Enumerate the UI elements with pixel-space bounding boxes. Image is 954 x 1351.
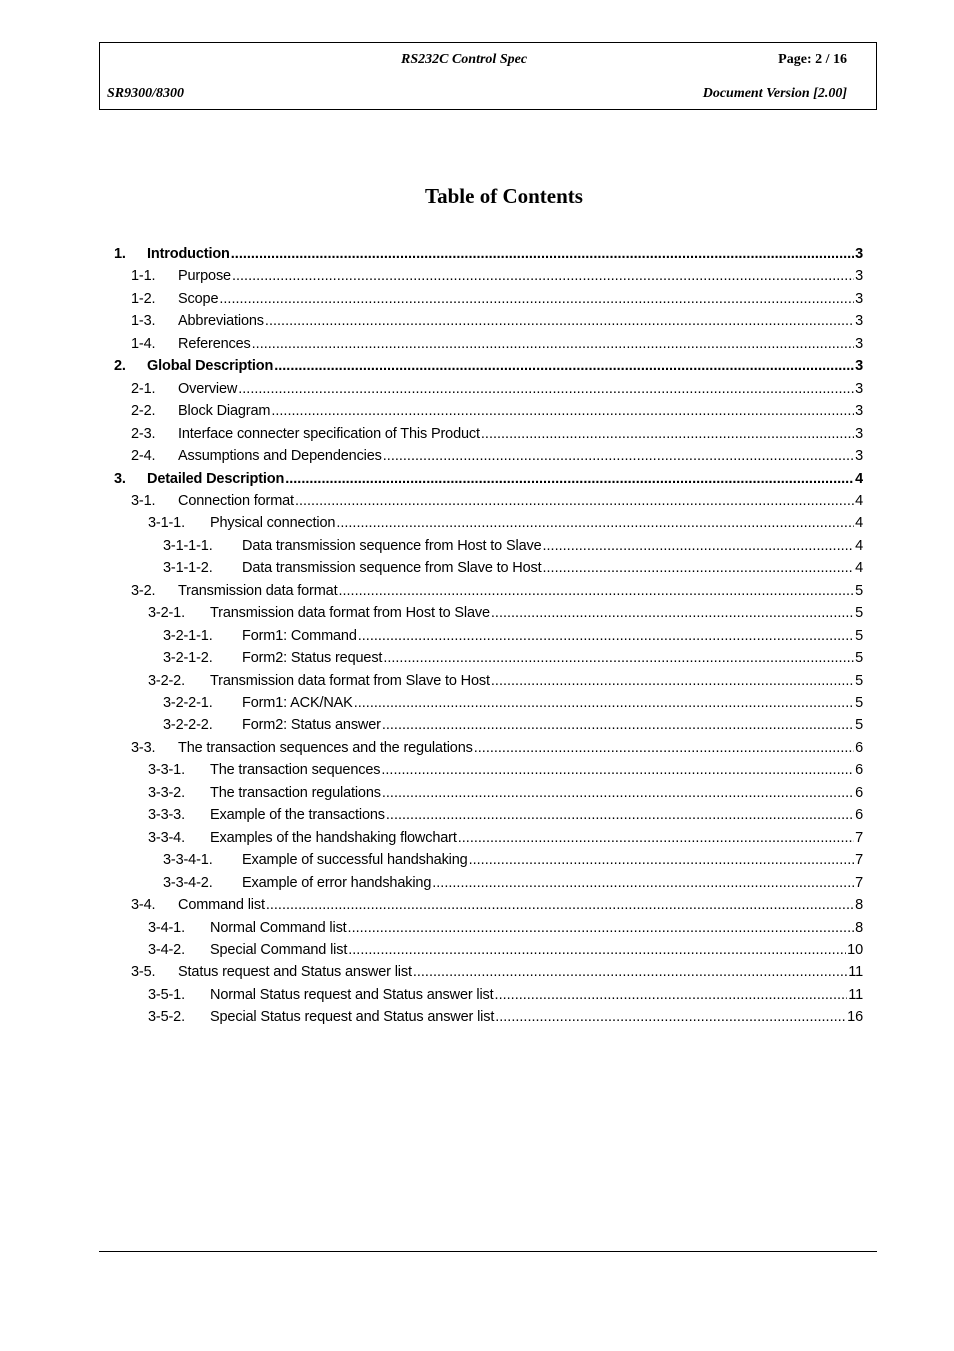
toc-entry-title: Example of the transactions [210,807,385,824]
toc-entry-number: 3-2-2. [148,672,185,689]
toc-dot-leader [219,288,854,310]
toc-entry[interactable] [163,714,863,736]
toc-heading: Table of Contents [425,184,583,208]
toc-entry-page: 7 [855,874,863,891]
toc-entry[interactable] [148,984,863,1006]
toc-entry-title: Detailed Description [147,470,285,487]
toc-entry[interactable] [148,1006,863,1028]
toc-dot-leader [271,400,854,422]
toc-entry-title: Purpose [178,268,231,285]
toc-entry-number: 3-1-1. [148,515,185,532]
toc-entry[interactable] [131,445,863,467]
toc-entry-number: 3-1-1-1. [163,537,213,554]
toc-entry-title: Overview [178,380,238,397]
toc-entry[interactable] [148,782,863,804]
toc-entry-title: Block Diagram [178,403,271,420]
toc-entry-number: 1. [114,246,126,262]
toc-entry-title: Abbreviations [178,313,264,330]
toc-entry-number: 3-1. [131,492,156,509]
toc-entry[interactable] [131,961,863,983]
toc-entry-title: Data transmission sequence from Host to Slave [242,537,542,554]
toc-entry-title: Scope [178,290,219,307]
toc-entry-page: 8 [855,897,863,914]
toc-entry-number: 3-2-1-2. [163,650,213,667]
toc-entry-page: 11 [848,986,863,1003]
toc-entry[interactable] [148,804,863,826]
toc-dot-leader [266,894,854,916]
toc-entry[interactable] [131,737,863,759]
toc-dot-leader [382,782,854,804]
toc-dot-leader [481,423,854,445]
toc-entry-page: 7 [855,852,863,869]
toc-entry-page: 4 [855,515,863,532]
toc-entry-number: 2. [114,358,126,375]
toc-entry-title: Form2: Status request [242,650,383,667]
toc-dot-leader [338,580,854,602]
toc-dot-leader [495,1006,846,1028]
toc-entry-page: 3 [855,448,863,465]
toc-entry-title: The transaction regulations [210,784,381,801]
toc-entry[interactable] [163,535,863,557]
toc-dot-leader [265,310,854,332]
toc-entry-number: 3-3-1. [148,762,185,779]
toc-entry[interactable] [131,894,863,916]
toc-entry-page: 3 [855,358,863,375]
toc-entry[interactable] [131,400,863,422]
toc-entry[interactable] [148,670,863,692]
toc-dot-leader [458,827,854,849]
toc-entry-title: Transmission data format from Host to Slave [210,605,490,622]
toc-dot-leader [336,512,854,534]
toc-entry-number: 3-3-4-1. [163,852,213,869]
toc-dot-leader [383,647,854,669]
toc-entry-page: 4 [855,492,863,509]
toc-entry-page: 6 [855,762,863,779]
toc-entry-title: Example of successful handshaking [242,852,468,869]
toc-entry-number: 3-5. [131,964,156,981]
toc-entry-number: 3-3-4-2. [163,874,213,891]
toc-entry[interactable] [163,849,863,871]
toc-entry-page: 5 [855,717,863,734]
toc-dot-leader [232,265,854,287]
toc-entry-number: 2-2. [131,403,156,420]
toc-dot-leader [358,625,854,647]
toc-entry-page: 5 [855,627,863,644]
toc-entry-title: The transaction sequences [210,762,381,779]
toc-entry-number: 3-2-2-1. [163,695,213,711]
toc-entry[interactable] [131,490,863,512]
toc-entry[interactable] [114,355,863,377]
model-name: SR9300/8300 [107,86,185,101]
toc-entry[interactable] [131,423,863,445]
toc-entry-title: Status request and Status answer list [178,964,412,981]
toc-entry-number: 3-3-3. [148,807,185,824]
toc-entry-title: Form1: ACK/NAK [242,695,353,711]
toc-entry[interactable] [148,827,863,849]
toc-entry-page: 16 [847,1009,863,1026]
toc-entry-page: 10 [847,941,863,958]
toc-dot-leader [432,872,854,894]
toc-dot-leader [231,243,854,265]
toc-entry-title: Form2: Status answer [242,717,381,734]
toc-dot-leader [252,333,854,355]
toc-entry-title: Transmission data format from Slave to Host [210,672,490,689]
toc-dot-leader [474,737,854,759]
toc-entry-title: Examples of the handshaking flowchart [210,829,457,846]
toc-entry-number: 3-4-2. [148,941,185,958]
toc-entry-title: Assumptions and Dependencies [178,448,382,465]
toc-entry[interactable] [163,872,863,894]
toc-dot-leader [381,759,854,781]
toc-entry-page: 6 [855,739,863,756]
toc-entry[interactable] [131,310,863,332]
toc-dot-leader [543,557,855,579]
toc-entry-title: Global Description [147,358,274,375]
toc-entry-number: 1-2. [131,290,156,307]
toc-entry[interactable] [148,602,863,624]
toc-dot-leader [238,378,854,400]
toc-entry-page: 4 [855,537,863,554]
toc-dot-leader [295,490,854,512]
toc-entry-number: 1-1. [131,268,156,285]
toc-dot-leader [354,692,854,714]
toc-entry[interactable] [163,647,863,669]
footer-divider [99,1251,877,1252]
toc-entry-number: 1-3. [131,313,156,330]
toc-entry-page: 7 [855,829,863,846]
toc-entry[interactable] [114,243,863,265]
toc-entry-title: Connection format [178,492,294,509]
document-title: RS232C Control Spec [401,52,528,67]
toc-entry-number: 3-2. [131,582,156,599]
toc-entry[interactable] [163,625,863,647]
toc-entry-title: Transmission data format [178,582,338,599]
toc-entry-title: Physical connection [210,515,336,532]
toc-entry-number: 3-1-1-2. [163,560,213,577]
toc-entry-page: 3 [855,290,863,307]
toc-entry-page: 8 [855,919,863,936]
toc-entry-number: 3-2-1. [148,605,185,622]
toc-entry[interactable] [163,692,863,714]
toc-entry-title: Normal Command list [210,919,347,936]
toc-dot-leader [491,670,854,692]
toc-entry-number: 2-1. [131,380,156,397]
toc-entry[interactable] [114,468,863,490]
toc-entry-number: 3-5-1. [148,986,185,1003]
toc-entry-number: 3-3-4. [148,829,185,846]
toc-entry-page: 3 [855,403,863,420]
toc-entry-page: 4 [855,560,863,577]
toc-entry-page: 5 [855,695,863,711]
toc-entry-title: Form1: Command [242,627,357,644]
toc-entry[interactable] [131,265,863,287]
toc-entry[interactable] [131,333,863,355]
toc-entry-title: Special Status request and Status answer list [210,1009,495,1026]
toc-dot-leader [383,445,854,467]
toc-entry-number: 3-2-2-2. [163,717,213,734]
toc-dot-leader [348,917,855,939]
toc-dot-leader [495,984,848,1006]
toc-entry-page: 6 [855,784,863,801]
toc-dot-leader [285,468,854,490]
toc-entry-page: 6 [855,807,863,824]
toc-entry-page: 3 [855,425,863,442]
toc-entry-title: Data transmission sequence from Slave to Host [242,560,542,577]
toc-dot-leader [274,355,854,377]
toc-entry-number: 3. [114,470,126,487]
toc-dot-leader [348,939,846,961]
toc-dot-leader [543,535,855,557]
toc-entry[interactable] [131,378,863,400]
page-number: Page: 2 / 16 [778,52,847,67]
toc-entry[interactable] [148,512,863,534]
toc-entry-page: 5 [855,672,863,689]
toc-dot-leader [413,961,847,983]
toc-entry-page: 5 [855,650,863,667]
toc-entry-number: 3-5-2. [148,1009,185,1026]
toc-entry-title: Normal Status request and Status answer list [210,986,494,1003]
toc-entry-page: 4 [855,470,863,487]
document-version: Document Version [2.00] [702,86,847,101]
toc-entry[interactable] [148,917,863,939]
toc-entry-title: Example of error handshaking [242,874,432,891]
toc-dot-leader [469,849,855,871]
toc-entry-page: 5 [855,582,863,599]
toc-entry-number: 3-3. [131,739,156,756]
toc-entry[interactable] [163,557,863,579]
toc-entry-number: 3-3-2. [148,784,185,801]
toc-entry-page: 3 [855,313,863,330]
toc-entry-title: Interface connecter specification of This Product [178,425,480,442]
toc-entry-page: 3 [855,268,863,285]
toc-entry-page: 3 [855,380,863,397]
toc-entry-title: Command list [178,897,265,914]
toc-entry-title: References [178,335,251,352]
toc-entry-number: 1-4. [131,335,156,352]
toc-entry-number: 3-4. [131,897,156,914]
toc-entry-title: Introduction [147,246,230,262]
toc-entry-number: 2-4. [131,448,156,465]
toc-entry-page: 3 [855,335,863,352]
toc-dot-leader [386,804,854,826]
toc-entry[interactable] [148,939,863,961]
toc-dot-leader [491,602,854,624]
toc-entry-page: 3 [855,246,863,262]
toc-entry-page: 5 [855,605,863,622]
toc-entry-title: Special Command list [210,941,348,958]
toc-dot-leader [382,714,854,736]
toc-entry-title: The transaction sequences and the regulations [178,739,473,756]
toc-entry[interactable] [131,288,863,310]
toc-entry-page: 11 [848,964,863,981]
toc-entry-number: 3-2-1-1. [163,627,213,644]
toc-entry-number: 2-3. [131,425,156,442]
toc-entry-number: 3-4-1. [148,919,185,936]
toc-entry[interactable] [148,759,863,781]
toc-entry[interactable] [131,580,863,602]
